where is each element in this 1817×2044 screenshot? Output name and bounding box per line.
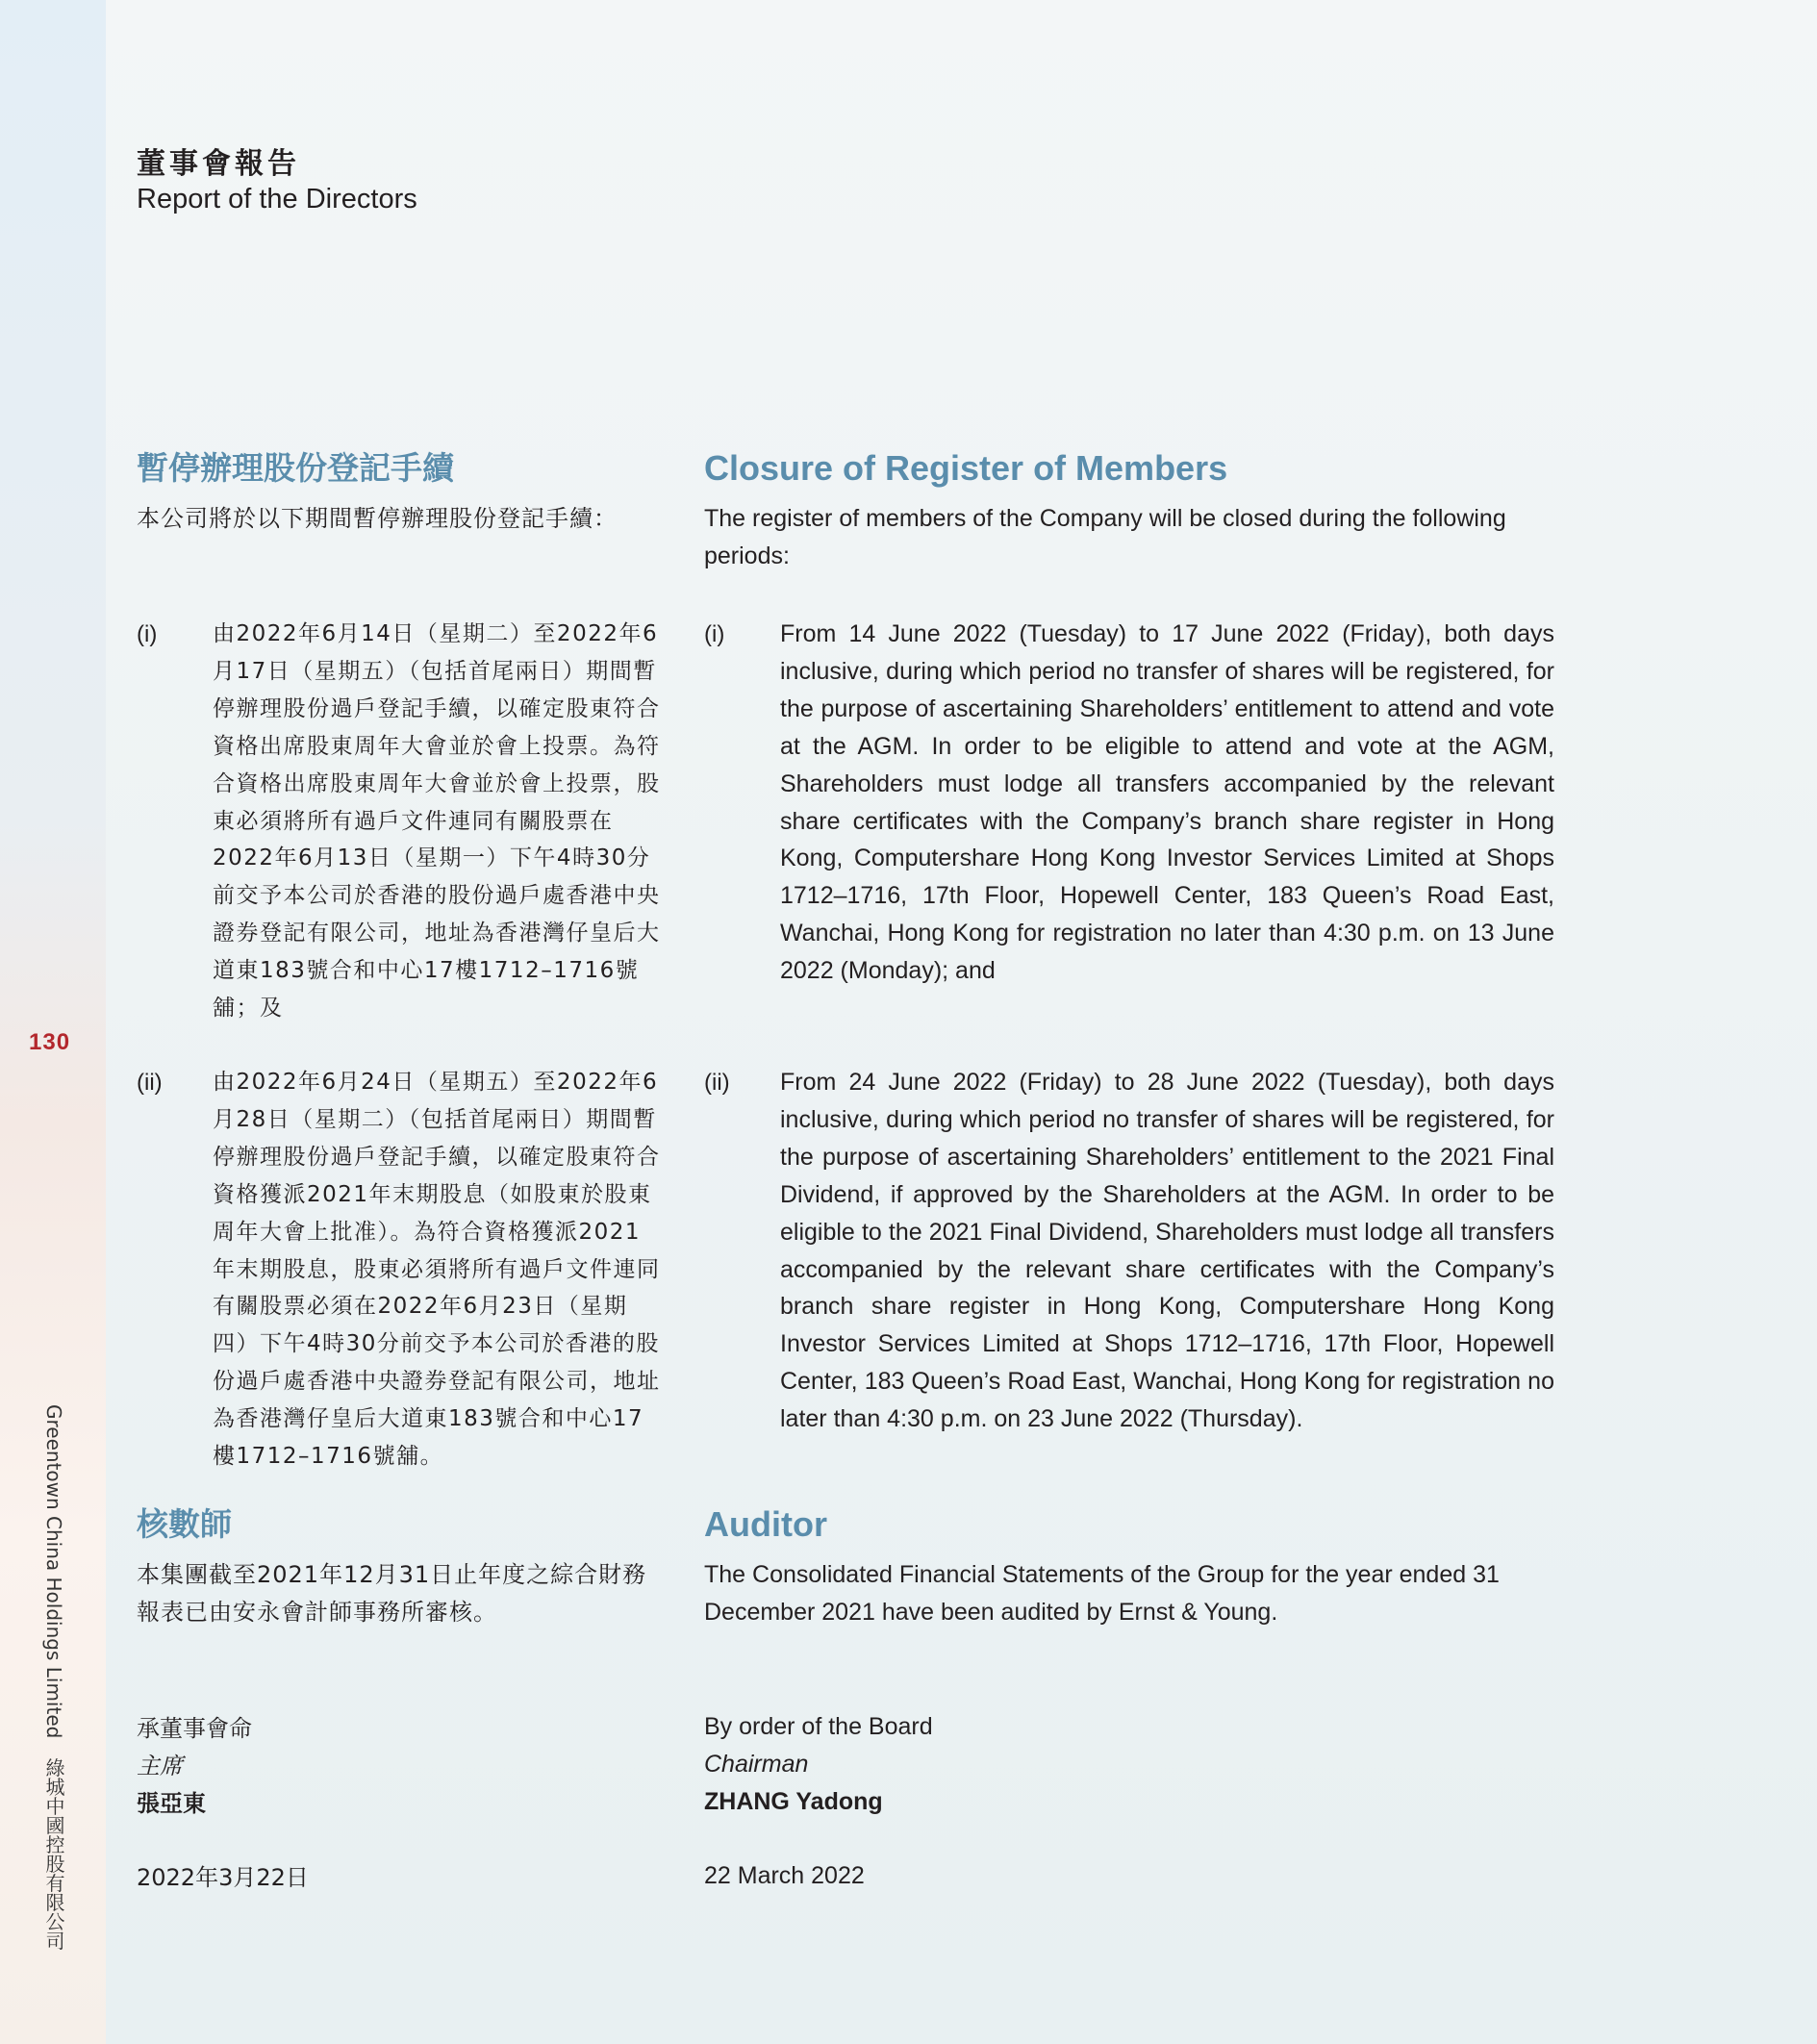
signature-block-zh (137, 1710, 309, 1897)
sign-order-en: By order of the Board (704, 1713, 933, 1740)
item-number: (i) (137, 621, 158, 647)
sign-title-zh: 主席 (137, 1753, 183, 1779)
closure-item-2-zh (137, 1064, 661, 1476)
sign-name-zh: 張亞東 (137, 1790, 206, 1817)
item-number: (ii) (137, 1070, 163, 1096)
item-text: 由2022年6月14日（星期二）至2022年6月17日（星期五）（包括首尾兩日）期間暫停辦理股份過戶登記手續，以確定股東符合資格出席股東周年大會並於會上投票。為符合資格出席股東周年大會並於會上投票，股東必須將所有過戶文件連同有關股票在2022年6月13日（星期一）下午4時30分前交予本公司於香港的股份過戶處香港中央證券登記有限公司，地址為香港灣仔皇后大道東183號合和中心17樓1712–1716號舖；及 (213, 621, 661, 1022)
auditor-section-en (704, 1501, 1554, 1631)
closure-intro-zh: 本公司將於以下期間暫停辦理股份登記手續： (137, 505, 618, 532)
page-number: 130 (29, 1029, 71, 1055)
sign-order-zh: 承董事會命 (137, 1715, 252, 1742)
side-company-label: Greentown China Holdings Limited 綠城中國控股有限公司 (42, 1404, 65, 1951)
sign-name-en: ZHANG Yadong (704, 1788, 883, 1815)
auditor-text-zh: 本集團截至2021年12月31日止年度之綜合財務報表已由安永會計師事務所審核。 (137, 1561, 647, 1626)
auditor-title-zh: 核數師 (137, 1505, 232, 1543)
sign-title-en: Chairman (704, 1751, 809, 1778)
closure-item-1-en (704, 616, 1554, 990)
page-header (137, 139, 417, 215)
closure-title-en: Closure of Register of Members (704, 448, 1228, 488)
item-text: From 14 June 2022 (Tuesday) to 17 June 2022 (Friday), both days inclusive, during which period no transfer of shares will be registered, for the purpose of ascertaining Shareholders’ entitlement to attend and vote at the AGM. In order to be eligible to attend and vote at the AGM, Shareholders must lodge all transfers accompanied by the relevant share certificates with the Company’s branch share register in Hong Kong, Computershare Hong Kong Investor Services Limited at Shops 1712–1716, 17th Floor, Hopewell Center, 183 Queen’s Road East, Wanchai, Hong Kong for registration no later than 4:30 p.m. on 13 June 2022 (Monday); and (780, 620, 1554, 985)
item-number: (i) (704, 621, 725, 647)
auditor-text-en: The Consolidated Financial Statements of the Group for the year ended 31 December 2021 have been audited by Ernst & Young. (704, 1561, 1500, 1626)
header-title-zh: 董事會報告 (137, 147, 300, 181)
header-title-en: Report of the Directors (137, 184, 417, 214)
closure-intro-en: The register of members of the Company will be closed during the following periods: (704, 505, 1506, 569)
chinese-column (137, 444, 661, 1891)
closure-item-2-en (704, 1064, 1554, 1438)
item-number: (ii) (704, 1070, 730, 1096)
auditor-title-en: Auditor (704, 1504, 827, 1544)
auditor-section-zh (137, 1501, 661, 1631)
sign-date-zh: 2022年3月22日 (137, 1864, 309, 1891)
english-column (704, 444, 1554, 1889)
closure-title-zh: 暫停辦理股份登記手續 (137, 449, 454, 487)
closure-item-1-zh (137, 616, 661, 1027)
item-text: 由2022年6月24日（星期五）至2022年6月28日（星期二）（包括首尾兩日）期間暫停辦理股份過戶登記手續，以確定股東符合資格獲派2021年末期股息（如股東於股東周年大會上批准）。為符合資格獲派2021年末期股息，股東必須將所有過戶文件連同有關股票必須在2022年6月23日（星期四）下午4時30分前交予本公司於香港的股份過戶處香港中央證券登記有限公司，地址為香港灣仔皇后大道東183號合和中心17樓1712–1716號舖。 (213, 1070, 661, 1470)
signature-block-en (704, 1708, 933, 1895)
sign-date-en: 22 March 2022 (704, 1862, 865, 1889)
item-text: From 24 June 2022 (Friday) to 28 June 2022 (Tuesday), both days inclusive, during which period no transfer of shares will be registered, for the purpose of ascertaining Shareholders’ entitlement to the 2021 Final Dividend, if approved by the Shareholders at the AGM. In order to be eligible to the 2021 Final Dividend, Shareholders must lodge all transfers accompanied by the relevant share certificates with the Company’s branch share register in Hong Kong, Computershare Hong Kong Investor Services Limited at Shops 1712–1716, 17th Floor, Hopewell Center, 183 Queen’s Road East, Wanchai, Hong Kong for registration no later than 4:30 p.m. on 23 June 2022 (Thursday). (780, 1069, 1554, 1433)
